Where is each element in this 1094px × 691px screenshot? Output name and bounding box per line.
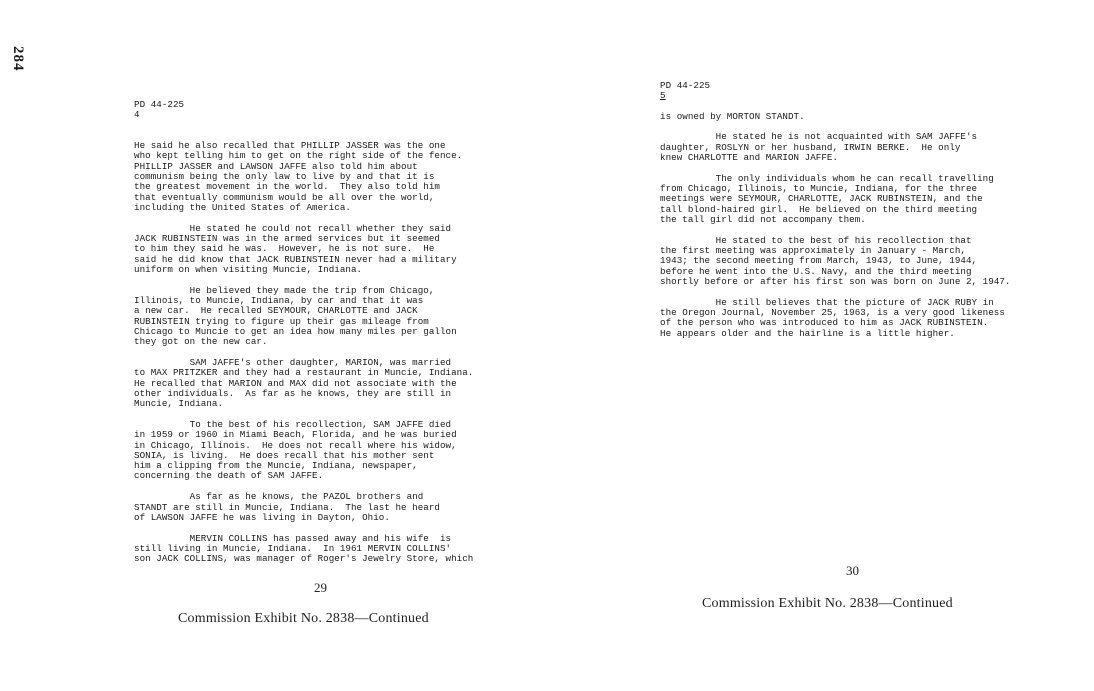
paragraph: He said he also recalled that PHILLIP JASSER was the one who kept telling him to get on the right side of the fence. PHILLIP JASSER and LAWSON JAFFE also told him about communism being the only law to live by and that it is the greatest movement in the world. They also told him that eventually communism would be all over the world, including the United States of America.: [134, 140, 463, 213]
paragraph: MERVIN COLLINS has passed away and his wife is still living in Muncie, Indiana. In 1961 MERVIN COLLINS' son JACK COLLINS, was manager of Roger's Jewelry Store, which: [134, 532, 474, 565]
page-subnumber: 4: [134, 109, 140, 121]
paragraph: To the best of his recollection, SAM JAFFE died in 1959 or 1960 in Miami Beach, Florida, and he was buried in Chicago, Illinois. He does not recall where his widow, SONIA, is living. He does recall that his mother sent him a clipping from the Muncie, Indiana, newspaper, concerning the death of SAM JAFFE.: [134, 418, 457, 482]
folio-number: 29: [314, 580, 327, 595]
file-reference: PD 44-225: [134, 99, 185, 110]
paragraph: He stated to the best of his recollection that the first meeting was approximately in January - March, 1943; the second meeting from March, 1943, to June, 1944, before he went into the U.S. Navy, and the third meeting shortly before or after his first son was born on June 2, 1947.: [660, 234, 1011, 287]
page-subnumber: 5: [660, 90, 666, 102]
paragraph: As far as he knows, the PAZOL brothers and STANDT are still in Muncie, Indiana. The last he heard of LAWSON JAFFE he was living in Dayton, Ohio.: [134, 491, 440, 523]
paragraph: is owned by MORTON STANDT.: [660, 110, 805, 122]
paragraph: He still believes that the picture of JACK RUBY in the Oregon Journal, November 25, 1963, is a very good likeness of the person who was introduced to him as JACK RUBINSTEIN. He appears older and the hairline is a little higher.: [660, 296, 1005, 339]
paragraph: He stated he is not acquainted with SAM JAFFE's daughter, ROSLYN or her husband, IRWIN BERKE. He only knew CHARLOTTE and MARION JAFFE.: [660, 131, 978, 163]
exhibit-caption: Commission Exhibit No. 2838—Continued: [702, 596, 953, 611]
paragraph: He believed they made the trip from Chicago, Illinois, to Muncie, Indiana, by car and that it was a new car. He recalled SEYMOUR, CHARLOTTE and JACK RUBINSTEIN trying to figure up their gas mileage from Chicago to Muncie to get an idea how many miles per gallon they got on the new car.: [134, 284, 457, 348]
paragraph: He stated he could not recall whether they said JACK RUBINSTEIN was in the armed services but it seemed to him they said he was. However, he is not sure. He said he did know that JACK RUBINSTEIN never had a military uniform on when visiting Muncie, Indiana.: [134, 222, 457, 275]
paragraph: The only individuals whom he can recall travelling from Chicago, Illinois, to Muncie, Indiana, for the three meetings were SEYMOUR, CHARLOTTE, JACK RUBINSTEIN, and the tall blond-haired girl. He believed on the third meeting the tall girl did not accompany them.: [660, 172, 994, 225]
paragraph: SAM JAFFE's other daughter, MARION, was married to MAX PRITZKER and they had a restaurant in Muncie, Indiana. He recalled that MARION and MAX did not associate with the other individuals. As far as he knows, they are still in Muncie, Indiana.: [134, 356, 474, 410]
exhibit-caption: Commission Exhibit No. 2838—Continued: [178, 611, 429, 626]
right-document-page: [660, 81, 1020, 339]
folio-number: 30: [846, 563, 859, 578]
left-document-page: [134, 100, 504, 564]
file-reference: PD 44-225: [660, 80, 711, 91]
page-number: 284: [10, 46, 26, 72]
